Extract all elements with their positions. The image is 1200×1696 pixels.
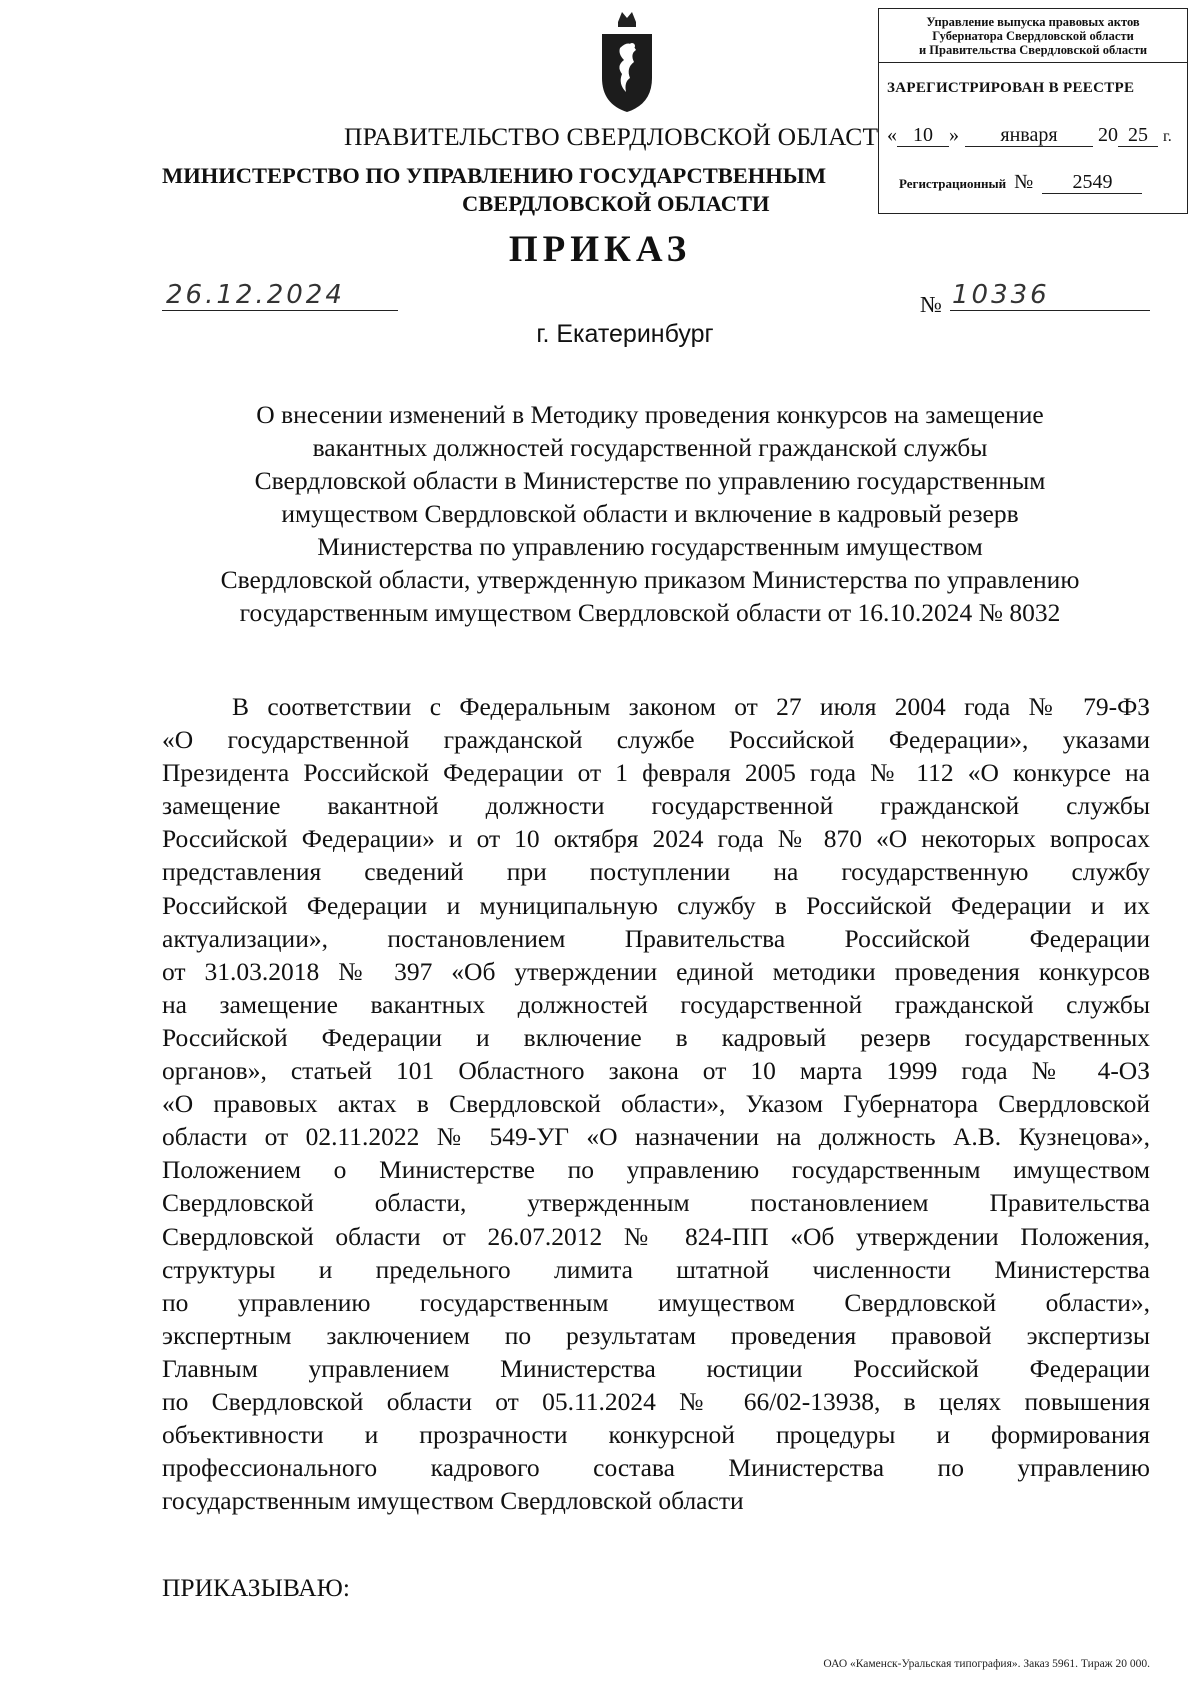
body-line: Свердловской области, утвержденным постановлением Правительства xyxy=(162,1188,1150,1218)
title-line: О внесении изменений в Методику проведения конкурсов на замещение xyxy=(256,400,1044,429)
stamp-month: января xyxy=(965,124,1093,147)
preamble-paragraph xyxy=(162,690,1150,1517)
stamp-reg-number: 2549 xyxy=(1042,171,1142,194)
title-line: имуществом Свердловской области и включение в кадровый резерв xyxy=(281,499,1019,528)
stamp-reg-number-row xyxy=(899,171,1142,194)
stamp-reg-label: Регистрационный xyxy=(899,176,1007,191)
stamp-day: 10 xyxy=(897,124,949,147)
order-word: ПРИКАЗЫВАЮ: xyxy=(162,1573,350,1602)
coat-of-arms-icon xyxy=(596,8,658,114)
body-line: экспертным заключением по результатам проведения правовой экспертизы xyxy=(162,1320,1150,1350)
title-line: Свердловской области, утвержденную приказом Министерства по управлению xyxy=(220,565,1080,594)
stamp-head-line: Управление выпуска правовых актов xyxy=(926,15,1140,29)
government-heading: ПРАВИТЕЛЬСТВО СВЕРДЛОВСКОЙ ОБЛАСТ xyxy=(344,122,879,151)
document-title xyxy=(150,398,1150,629)
city: г. Екатеринбург xyxy=(536,320,714,348)
body-line: на замещение вакантных должностей государственной гражданской службы xyxy=(162,989,1150,1019)
body-line: В соответствии с Федеральным законом от 27 июля 2004 года № 79-ФЗ xyxy=(232,692,1150,721)
stamp-head-line: и Правительства Свердловской области xyxy=(918,43,1148,57)
body-line: представления сведений при поступлении на государственную службу xyxy=(162,857,1150,887)
stamp-year-suffix: 25 xyxy=(1118,124,1158,147)
stamp-head-line: Губернатора Свердловской области xyxy=(932,29,1134,43)
body-line: органов», статьей 101 Областного закона от 10 марта 1999 года № 4-ОЗ xyxy=(162,1056,1150,1086)
body-line: Российской Федерации» и от 10 октября 2024 года № 870 «О некоторых вопросах xyxy=(162,824,1150,854)
body-line: Положением о Министерстве по управлению государственным имуществом xyxy=(162,1155,1150,1185)
body-line: Президента Российской Федерации от 1 февраля 2005 года № 112 «О конкурсе на xyxy=(162,758,1150,788)
handwritten-date: 26.12.2024 xyxy=(166,280,345,310)
title-line: вакантных должностей государственной гражданской службы xyxy=(312,433,988,462)
body-line: замещение вакантной должности государственной гражданской службы xyxy=(162,791,1150,821)
body-line: области от 02.11.2022 № 549-УГ «О назначении на должность А.В. Кузнецова», xyxy=(162,1122,1150,1152)
body-line: Российской Федерации и включение в кадровый резерв государственных xyxy=(162,1022,1150,1052)
ministry-heading-line1: МИНИСТЕРСТВО ПО УПРАВЛЕНИЮ ГОСУДАРСТВЕННЫМ xyxy=(162,163,827,188)
document-type: ПРИКАЗ xyxy=(508,229,692,270)
stamp-header xyxy=(879,9,1187,63)
body-line: «О правовых актах в Свердловской области», Указом Губернатора Свердловской xyxy=(162,1089,1150,1119)
body-line: профессионального кадрового состава Министерства по управлению xyxy=(162,1453,1150,1483)
body-line: актуализации», постановлением Правительства Российской Федерации xyxy=(162,923,1150,953)
number-underline xyxy=(950,310,1150,311)
handwritten-number: 10336 xyxy=(952,280,1050,310)
body-line: от 31.03.2018 № 397 «Об утверждении единой методики проведения конкурсов xyxy=(162,956,1150,986)
body-line: государственным имуществом Свердловской области xyxy=(162,1486,744,1516)
body-line: по Свердловской области от 05.11.2024 № 66/02-13938, в целях повышения xyxy=(162,1386,1150,1416)
ministry-heading-line2: СВЕРДЛОВСКОЙ ОБЛАСТИ xyxy=(462,191,770,216)
body-line: Главным управлением Министерства юстиции Российской Федерации xyxy=(162,1353,1150,1383)
body-line: по управлению государственным имуществом Свердловской области», xyxy=(162,1287,1150,1317)
body-line: Российской Федерации и муниципальную службу в Российской Федерации и их xyxy=(162,890,1150,920)
body-line: объективности и прозрачности конкурсной процедуры и формирования xyxy=(162,1420,1150,1450)
registration-stamp xyxy=(878,8,1188,214)
body-line: «О государственной гражданской службе Российской Федерации», указами xyxy=(162,725,1150,755)
printer-footer: ОАО «Каменск-Уральская типография». Заказ 5961. Тираж 20 000. xyxy=(823,1658,1150,1670)
number-sign: № xyxy=(920,292,942,317)
stamp-no-sign: № xyxy=(1014,171,1034,193)
title-line: государственным имуществом Свердловской области от 16.10.2024 № 8032 xyxy=(239,598,1061,627)
stamp-year-unit: г. xyxy=(1163,128,1172,145)
title-line: Свердловской области в Министерстве по управлению государственным xyxy=(254,466,1046,495)
stamp-year-prefix: 20 xyxy=(1098,124,1118,146)
stamp-registered-label: ЗАРЕГИСТРИРОВАН В РЕЕСТРЕ xyxy=(887,80,1135,96)
date-underline xyxy=(162,310,398,311)
body-line: Свердловской области от 26.07.2012 № 824-ПП «Об утверждении Положения, xyxy=(162,1221,1150,1251)
stamp-date: « 10 » января 20 25 г. xyxy=(887,124,1172,146)
body-line: структуры и предельного лимита штатной численности Министерства xyxy=(162,1254,1150,1284)
title-line: Министерства по управлению государственным имуществом xyxy=(317,532,983,561)
